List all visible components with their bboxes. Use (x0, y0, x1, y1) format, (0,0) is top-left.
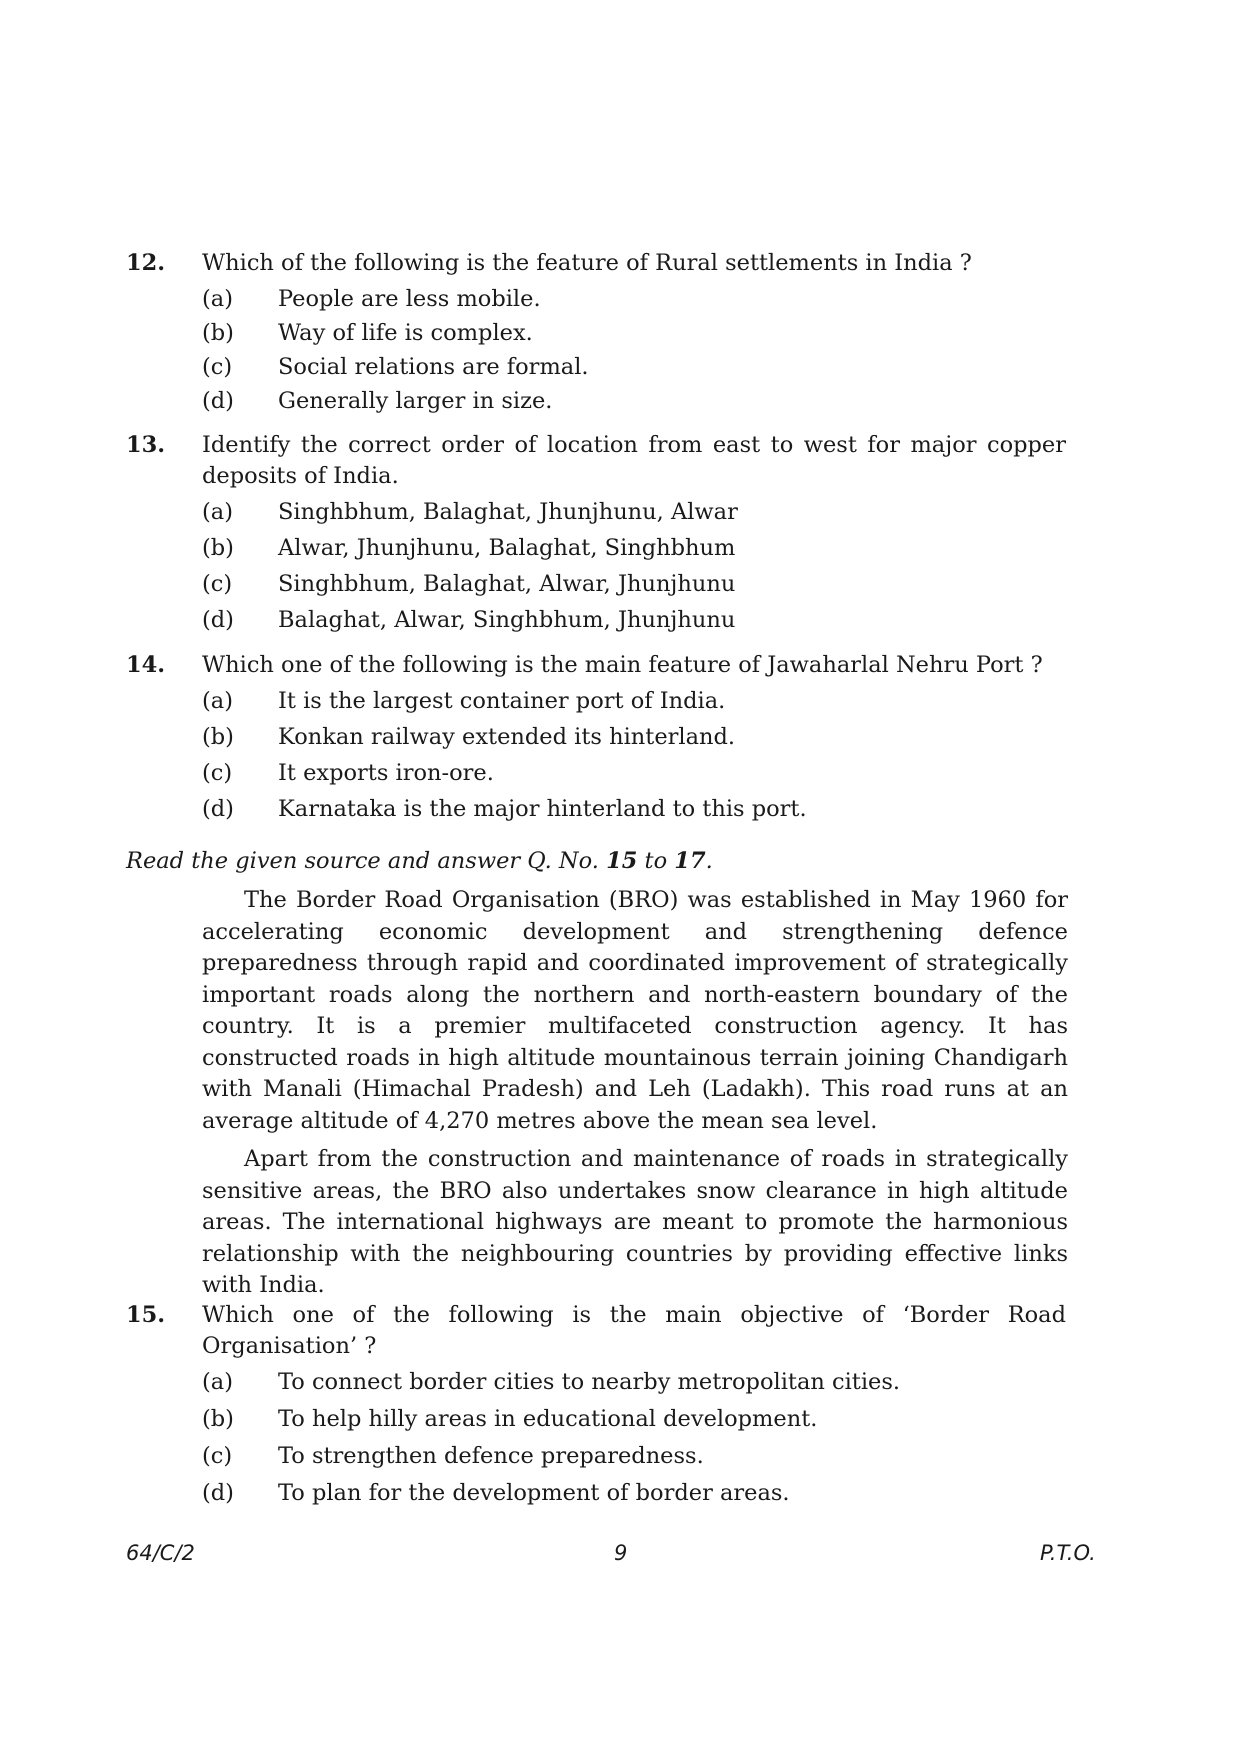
question-number: 14. (126, 652, 166, 678)
option-label: (a) (202, 688, 233, 714)
option-c (202, 569, 1066, 605)
option-label: (a) (202, 499, 233, 525)
option-text: People are less mobile. (278, 286, 541, 312)
instruction-text: to (637, 848, 675, 874)
option-text: Social relations are formal. (278, 354, 589, 380)
option-text: It exports iron-ore. (278, 760, 494, 786)
question-number: 13. (126, 432, 166, 458)
option-a (202, 1367, 1066, 1404)
paper-code: 64/C/2 (126, 1541, 195, 1565)
option-text: Karnataka is the major hinterland to this port. (278, 796, 807, 822)
instruction-text: Read the given source and answer Q. No. (126, 848, 607, 874)
option-label: (b) (202, 535, 234, 561)
option-text: Balaghat, Alwar, Singhbhum, Jhunjhunu (278, 607, 736, 633)
option-text: Singhbhum, Balaghat, Alwar, Jhunjhunu (278, 571, 736, 597)
option-label: (b) (202, 320, 234, 346)
option-label: (d) (202, 607, 234, 633)
option-d (202, 386, 1066, 420)
option-label: (b) (202, 1406, 234, 1432)
option-a (202, 686, 1066, 722)
option-text: Generally larger in size. (278, 388, 553, 414)
option-text: Way of life is complex. (278, 320, 533, 346)
option-text: To strengthen defence preparedness. (278, 1443, 704, 1469)
option-label: (b) (202, 724, 234, 750)
question-text: Which one of the following is the main objective of ‘Border Road Organisation’ ? (202, 1302, 1066, 1359)
option-list (202, 497, 1066, 641)
option-text: Singhbhum, Balaghat, Jhunjhunu, Alwar (278, 499, 738, 525)
option-text: To connect border cities to nearby metropolitan cities. (278, 1369, 901, 1395)
option-b (202, 722, 1066, 758)
question-12 (126, 248, 1066, 420)
option-a (202, 497, 1066, 533)
question-text: Identify the correct order of location from east to west for major copper deposits of India. (202, 432, 1066, 489)
question-text: Which one of the following is the main feature of Jawaharlal Nehru Port ? (202, 652, 1043, 678)
option-label: (a) (202, 286, 233, 312)
option-text: To help hilly areas in educational development. (278, 1406, 818, 1432)
passage-paragraph: Apart from the construction and maintenance of roads in strategically sensitive areas, the BRO also undertakes snow clearance in high altitude areas. The international highways are meant to promote the harmonious relationship with the neighbouring countries by providing effective links with India. (202, 1146, 1068, 1298)
option-text: Alwar, Jhunjhunu, Balaghat, Singhbhum (278, 535, 736, 561)
option-label: (d) (202, 388, 234, 414)
option-a (202, 284, 1066, 318)
option-label: (c) (202, 760, 233, 786)
option-list (202, 1367, 1066, 1515)
option-text: Konkan railway extended its hinterland. (278, 724, 736, 750)
passage-paragraph: The Border Road Organisation (BRO) was established in May 1960 for accelerating economic development and strengthening defence preparedness through rapid and coordinated improvement of strategically important roads along the northern and north-eastern boundary of the country. It is a premier multifaceted construction agency. It has constructed roads in high altitude mountainous terrain joining Chandigarh with Manali (Himachal Pradesh) and Leh (Ladakh). This road runs at an average altitude of 4,270 metres above the mean sea level. (202, 887, 1068, 1134)
question-15 (126, 1300, 1066, 1515)
question-14 (126, 650, 1066, 830)
page-number: 9 (614, 1541, 628, 1565)
option-list (202, 284, 1066, 420)
option-label: (c) (202, 354, 233, 380)
option-c (202, 1441, 1066, 1478)
source-passage (202, 885, 1068, 1302)
option-c (202, 758, 1066, 794)
option-label: (d) (202, 796, 234, 822)
option-label: (d) (202, 1480, 234, 1506)
source-instruction (126, 848, 713, 874)
instruction-text: . (705, 848, 713, 874)
option-list (202, 686, 1066, 830)
option-label: (c) (202, 1443, 233, 1469)
option-d (202, 794, 1066, 830)
option-text: It is the largest container port of India. (278, 688, 726, 714)
option-d (202, 605, 1066, 641)
question-number: 12. (126, 250, 166, 276)
option-b (202, 318, 1066, 352)
question-13 (126, 430, 1066, 641)
question-number: 15. (126, 1302, 166, 1328)
question-text: Which of the following is the feature of Rural settlements in India ? (202, 250, 972, 276)
instruction-to: 17 (674, 848, 706, 874)
option-c (202, 352, 1066, 386)
option-label: (a) (202, 1369, 233, 1395)
option-label: (c) (202, 571, 233, 597)
option-text: To plan for the development of border areas. (278, 1480, 790, 1506)
option-b (202, 1404, 1066, 1441)
instruction-from: 15 (606, 848, 638, 874)
pto-label: P.T.O. (1040, 1541, 1096, 1565)
option-d (202, 1478, 1066, 1515)
option-b (202, 533, 1066, 569)
